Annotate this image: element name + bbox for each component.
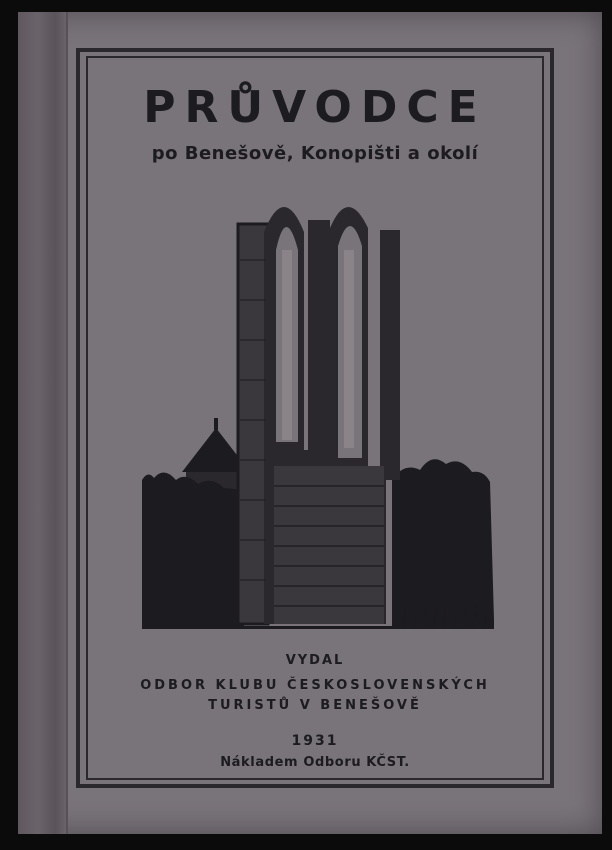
cover-title: PRŮVODCE — [143, 82, 487, 133]
spine-edge — [66, 12, 68, 834]
publisher-line-1: ODBOR KLUBU ČESKOSLOVENSKÝCH — [140, 678, 490, 693]
book-spine — [18, 12, 68, 834]
ruin-illustration — [124, 180, 496, 632]
publisher-label: VYDAL — [285, 653, 345, 668]
publisher-line-2: TURISTŮ V BENEŠOVĚ — [208, 698, 422, 713]
publication-year: 1931 — [291, 733, 339, 749]
imprint-line: Nákladem Odboru KČST. — [220, 755, 410, 770]
cover-subtitle: po Benešově, Konopišti a okolí — [151, 143, 479, 164]
